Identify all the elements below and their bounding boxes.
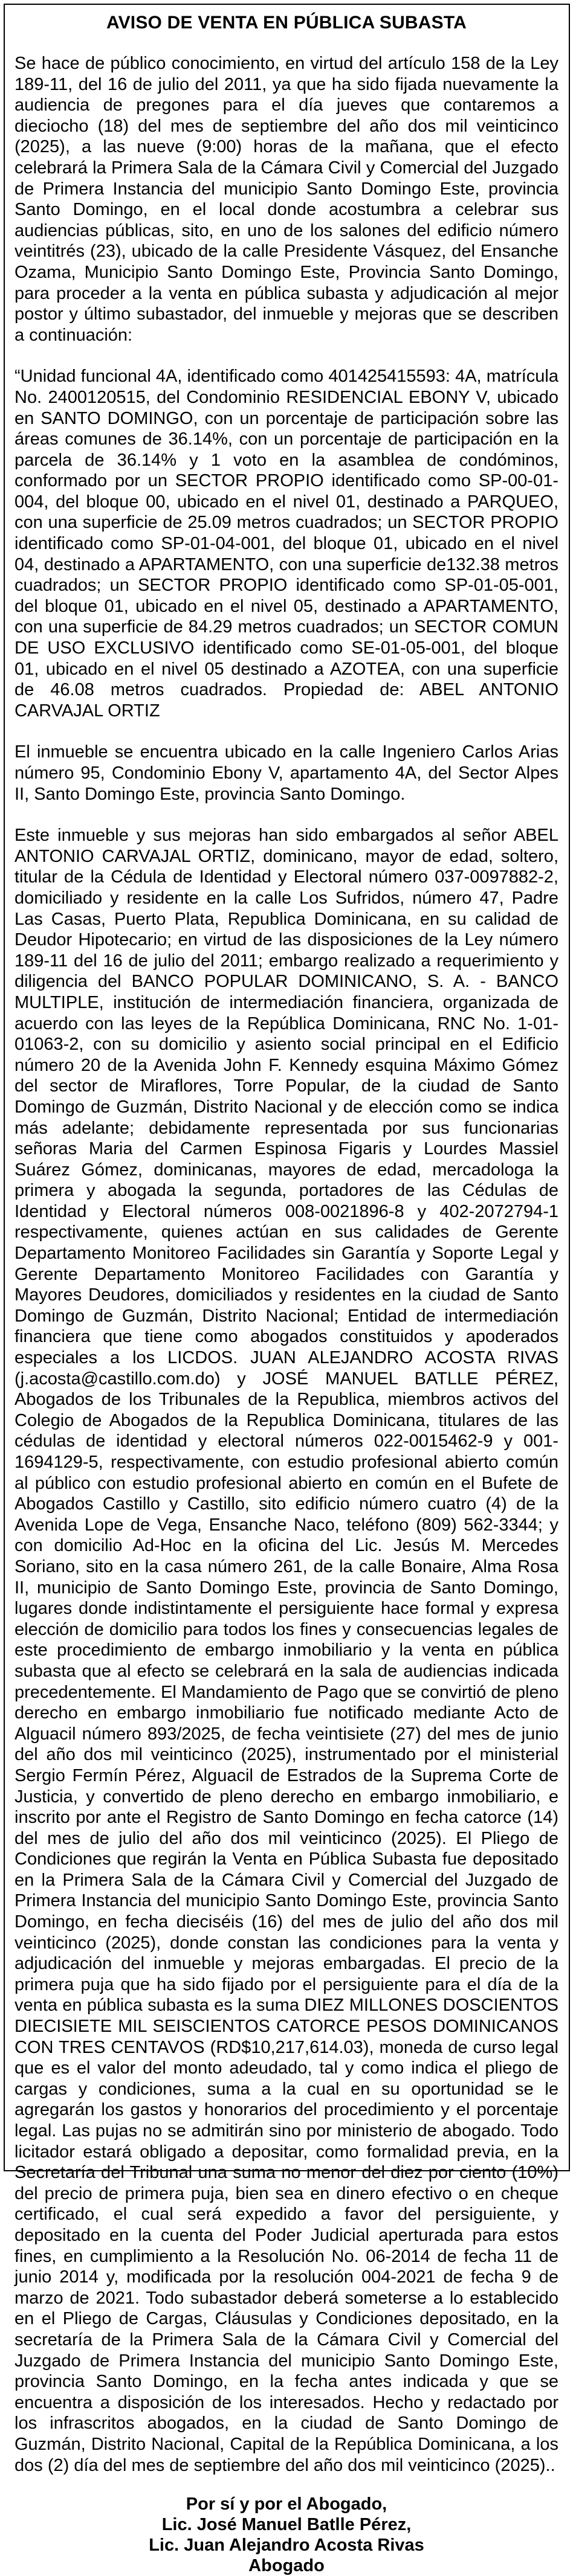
notice-paragraph-property-description: “Unidad funcional 4A, identificado como 401425415593: 4A, matrícula No. 2400120515, del Condominio RESIDENCIAL EBONY V, ubicado en SANTO DOMINGO, con un porcentaje de participación sobre las áreas comunes de 36.14%, con un porcentaje de participación en la parcela de 36.14% y 1 voto en la asamblea de condóminos, conformado por un SECTOR PROPIO identificado como SP-00-01-004, del bloque 00, ubicado en el nivel 01, destinado a PARQUEO, con una superficie de 25.09 metros cuadrados; un SECTOR PROPIO identificado como SP-01-04-001, del bloque 01, ubicado en el nivel 04, destinado a APARTAMENTO, con una superficie de132.38 metros cuadrados; un SECTOR PROPIO identificado como SP-01-05-001, del bloque 01, ubicado en el nivel 05, destinado a APARTAMENTO, con una superficie de 84.29 metros cuadrados; un SECTOR COMUN DE USO EXCLUSIVO identificado como SE-01-05-001, del bloque 01, ubicado en el nivel 05 destinado a AZOTEA, con una superficie de 46.08 metros cuadrados. Propiedad de: ABEL ANTONIO CARVAJAL ORTIZ: [15, 367, 558, 721]
notice-paragraph-hearing: Se hace de público conocimiento, en virtud del artículo 158 de la Ley 189-11, del 16 de julio del 2011, ya que ha sido fijada nuevamente la audiencia de pregones para el día jueves que contaremos a dieciocho (18) del mes de septiembre del año dos mil veinticinco (2025), a las nueve (9:00) horas de la mañana, que el efecto celebrará la Primera Sala de la Cámara Civil y Comercial del Juzgado de Primera Instancia del municipio Santo Domingo Este, provincia Santo Domingo, en el local donde acostumbra a celebrar sus audiencias públicas, sito, en uno de los salones del edificio número veintitrés (23), ubicado de la calle Presidente Vásquez, del Ensanche Ozama, Municipio Santo Domingo Este, Provincia Santo Domingo, para proceder a la venta en pública subasta y adjudicación al mejor postor y último subastador, del inmueble y mejoras que se describen a continuación:: [15, 54, 558, 345]
signature-block: [15, 2494, 558, 2576]
signature-lawyer-name: Lic. José Manuel Batlle Pérez,: [161, 2515, 412, 2535]
notice-paragraph-property-location: El inmueble se encuentra ubicado en la calle Ingeniero Carlos Arias número 95, Condominio Ebony V, apartamento 4A, del Sector Alpes II, Santo Domingo Este, provincia Santo Domingo.: [15, 742, 558, 804]
auction-notice: [15, 12, 558, 2576]
notice-title: AVISO DE VENTA EN PÚBLICA SUBASTA: [106, 13, 467, 33]
notice-frame: [4, 4, 570, 2576]
notice-paragraph-seizure-details: Este inmueble y sus mejoras han sido embargados al señor ABEL ANTONIO CARVAJAL ORTIZ, dominicano, mayor de edad, soltero, titular de la Cédula de Identidad y Electoral número 037-0097882-2, domiciliado y residente en la calle Los Sufridos, número 47, Padre Las Casas, Puerto Plata, Republica Dominicana, en su calidad de Deudor Hipotecario; en virtud de las disposiciones de la Ley número 189-11 del 16 de julio del 2011; embargo realizado a requerimiento y diligencia del BANCO POPULAR DOMINICANO, S. A. - BANCO MULTIPLE, institución de intermediación financiera, organizada de acuerdo con las leyes de la República Dominicana, RNC No. 1-01-01063-2, con su domicilio y asiento social principal en el Edificio número 20 de la Avenida John F. Kennedy esquina Máximo Gómez del sector de Miraflores, Torre Popular, de la ciudad de Santo Domingo de Guzmán, Distrito Nacional y de elección como se indica más adelante; debidamente representada por sus funcionarias señoras Maria del Carmen Espinosa Figaris y Lourdes Massiel Suárez Gómez, dominicanas, mayores de edad, mercadologa la primera y abogada la segunda, portadores de las Cédulas de Identidad y Electoral números 008-0021896-8 y 402-2072794-1 respectivamente, quienes actúan en sus calidades de Gerente Departamento Monitoreo Facilidades sin Garantía y Soporte Legal y Gerente Departamento Monitoreo Facilidades con Garantía y Mayores Deudores, domiciliados y residentes en la ciudad de Santo Domingo de Guzmán, Distrito Nacional; Entidad de intermediación financiera que tiene como abogados constituidos y apoderados especiales a los LICDOS. JUAN ALEJANDRO ACOSTA RIVAS (j.acosta@castillo.com.do) y JOSÉ MANUEL BATLLE PÉREZ, Abogados de los Tribunales de la Republica, miembros activos del Colegio de Abogados de la Republica Dominicana, titulares de las cédulas de identidad y electoral números 022-0015462-9 y 001-1694129-5, respectivamente, con estudio profesional abierto común al público con estudio profesional abierto en común en el Bufete de Abogados Castillo y Castillo, sito edificio número cuatro (4) de la Avenida Lope de Vega, Ensanche Naco, teléfono (809) 562-3344; y con domicilio Ad-Hoc en la oficina del Lic. Jesús M. Mercedes Soriano, sito en la casa número 261, de la calle Bonaire, Alma Rosa II, municipio de Santo Domingo Este, provincia de Santo Domingo, lugares donde indistintamente el persiguiente hace formal y expresa elección de domicilio para todos los fines y consecuencias legales de este procedimiento de embargo inmobiliario y la venta en pública subasta que al efecto se celebrará en la sala de audiencias indicada precedentemente. El Mandamiento de Pago que se convirtió de pleno derecho en embargo inmobiliario fue notificado mediante Acto de Alguacil número 893/2025, de fecha veintisiete (27) del mes de junio del año dos mil veinticinco (2025), instrumentado por el ministerial Sergio Fermín Pérez, Alguacil de Estrados de la Suprema Corte de Justicia, y convertido de pleno derecho en embargo inmobiliario, e inscrito por ante el Registro de Santo Domingo en fecha catorce (14) del mes de julio del año dos mil veinticinco (2025). El Pliego de Condiciones que regirán la Venta en Pública Subasta fue depositado en la Primera Sala de la Cámara Civil y Comercial del Juzgado de Primera Instancia del municipio Santo Domingo Este, provincia Santo Domingo, en fecha dieciséis (16) del mes de julio del año dos mil veinticinco (2025), donde constan las condiciones para la venta y adjudicación del inmueble y mejoras embargadas. El precio de la primera puja que ha sido fijado por el persiguiente para el día de la venta en pública subasta es la suma DIEZ MILLONES DOSCIENTOS DIECISIETE MIL SEISCIENTOS CATORCE PESOS DOMINICANOS CON TRES CENTAVOS (RD$10,217,614.03), moneda de curso legal que es el valor del monto adeudado, tal y como indica el pliego de cargas y condiciones, suma a la cual en su oportunidad se le agregarán los gastos y honorarios del procedimiento y el porcentaje legal. Las pujas no se admitirán sino por ministerio de abogado. Todo licitador estará obligado a depositar, como formalidad previa, en la Secretaría del Tribunal una suma no menor del diez por ciento (10%) del precio de primera puja, bien sea en dinero efectivo o en cheque certificado, el cual será expedido a favor del persiguiente, y depositado en la cuenta del Poder Judicial aperturada para estos fines, en cumplimiento a la Resolución No. 06-2014 de fecha 11 de junio 2014 y, modificada por la resolución 004-2021 de fecha 9 de marzo de 2021. Todo subastador deberá someterse a lo establecido en el Pliego de Cargas, Cláusulas y Condiciones depositado, en la secretaría de la Primera Sala de la Cámara Civil y Comercial del Juzgado de Primera Instancia del municipio Santo Domingo Este, provincia Santo Domingo, en la fecha antes indicada y que se encuentra a disposición de los interesados. Hecho y redactado por los infrascritos abogados, en la ciudad de Santo Domingo de Guzmán, Distrito Nacional, Capital de la República Dominicana, a los dos (2) día del mes de septiembre del año dos mil veinticinco (2025)..: [15, 826, 558, 2475]
signature-lawyer-name: Lic. Juan Alejandro Acosta Rivas: [149, 2536, 424, 2555]
signature-role: Abogado: [248, 2556, 325, 2576]
signature-line: Por sí y por el Abogado,: [186, 2494, 387, 2514]
